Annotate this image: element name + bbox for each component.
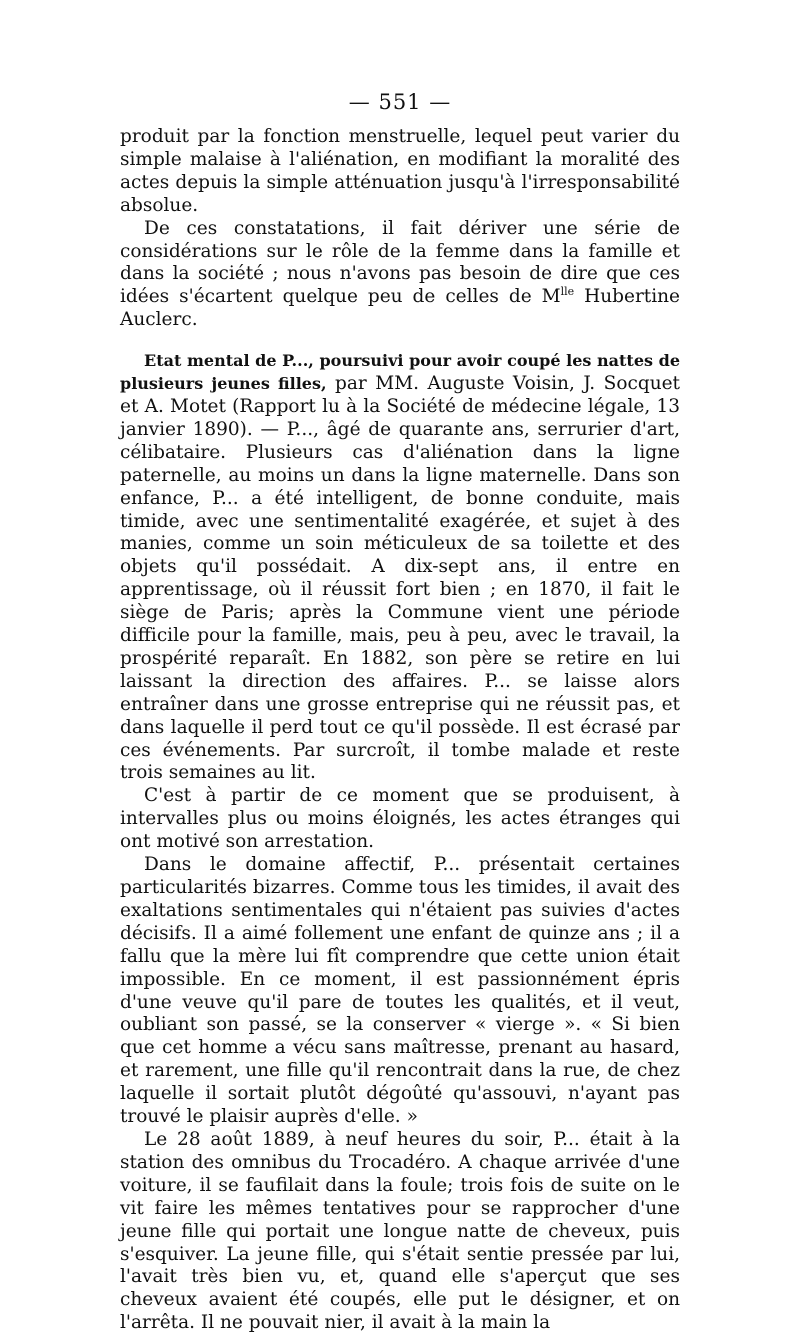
paragraph-2-text: De ces constatations, il fait dériver une série de considérations sur le rôle de la femme dans la famille et dans la société ; nous n'avons pas besoin de dire que ces idées s'écartent quelque peu de celles de M: [120, 217, 680, 308]
paragraph-1: produit par la fonction menstruelle, lequel peut varier du simple malaise à l'aliénation, en modifiant la moralité des actes depuis la simple atténuation jusqu'à l'irresponsabilité absolue.: [120, 126, 680, 216]
paragraph-3: [120, 350, 680, 785]
paragraph-5: Dans le domaine affectif, P... présentait certaines particularités bizarres. Comme tous les timides, il avait des exaltations sentimentales qui n'étaient pas suivies d'actes décisifs. Il a aimé follement une enfant de quinze ans ; il a fallu que la mère lui fît comprendre que cette union était impossible. En ce moment, il est passionnément épris d'une veuve qu'il pare de toutes les qualités, et il veut, oubliant son passé, se la conserver « vierge ». « Si bien que cet homme a vécu sans maîtresse, prenant au hasard, et rarement, une fille qu'il rencontrait dans la rue, de chez laquelle il sortait plutôt dégoûté qu'assouvi, n'ayant pas trouvé le plaisir auprès d'elle. »: [120, 854, 680, 1128]
paragraph-6: Le 28 août 1889, à neuf heures du soir, P... était à la station des omnibus du Trocadéro. A chaque arrivée d'une voiture, il se faufilait dans la foule; trois fois de suite on le vit faire les mêmes tentatives pour se rapprocher d'une jeune fille qui portait une longue natte de cheveux, puis s'esquiver. La jeune fille, qui s'était sentie pressée par lui, l'avait très bien vu, et, quand elle s'aperçut que ses cheveux avaient été coupés, elle put le désigner, et on l'arrêta. Il ne pouvait nier, il avait à la main la: [120, 1128, 680, 1334]
paragraph-4: C'est à partir de ce moment que se produisent, à intervalles plus ou moins éloignés, les actes étranges qui ont motivé son arrestation.: [120, 785, 680, 853]
paragraph-3-body: par MM. Auguste Voisin, J. Socquet et A. Motet (Rapport lu à la Société de médecine légale, 13 janvier 1890). — P..., âgé de quarante ans, serrurier d'art, célibataire. Plusieurs cas d'aliénation dans la ligne paternelle, au moins un dans la ligne maternelle. Dans son enfance, P... a été intelligent, de bonne conduite, mais timide, avec une sentimentalité exagérée, et sujet à des manies, comme un soin méticuleux de sa toilette et des objets qu'il possédait. A dix-sept ans, il entre en apprentissage, où il réussit fort bien ; en 1870, il fait le siège de Paris; après la Commune vient une période difficile pour la famille, mais, peu à peu, avec le travail, la prospérité reparaît. En 1882, son père se retire en lui laissant la direction des affaires. P... se laisse alors entraîner dans une grosse entreprise qui ne réussit pas, et dans laquelle il perd tout ce qu'il possède. Il est écrasé par ces événements. Par surcroît, il tombe malade et reste trois semaines au lit.: [120, 373, 680, 784]
document-page: [120, 90, 680, 1335]
case-heading: Etat mental de P..., poursuivi pour avoir coupé les nattes de plusieurs jeunes filles,: [120, 351, 680, 394]
paragraph-2-end: Hubertine Auclerc.: [120, 286, 681, 331]
paragraph-2: [120, 218, 680, 333]
abbrev-superscript: lle: [560, 285, 575, 299]
section-gap: [120, 332, 680, 350]
page-number: — 551 —: [348, 90, 452, 114]
